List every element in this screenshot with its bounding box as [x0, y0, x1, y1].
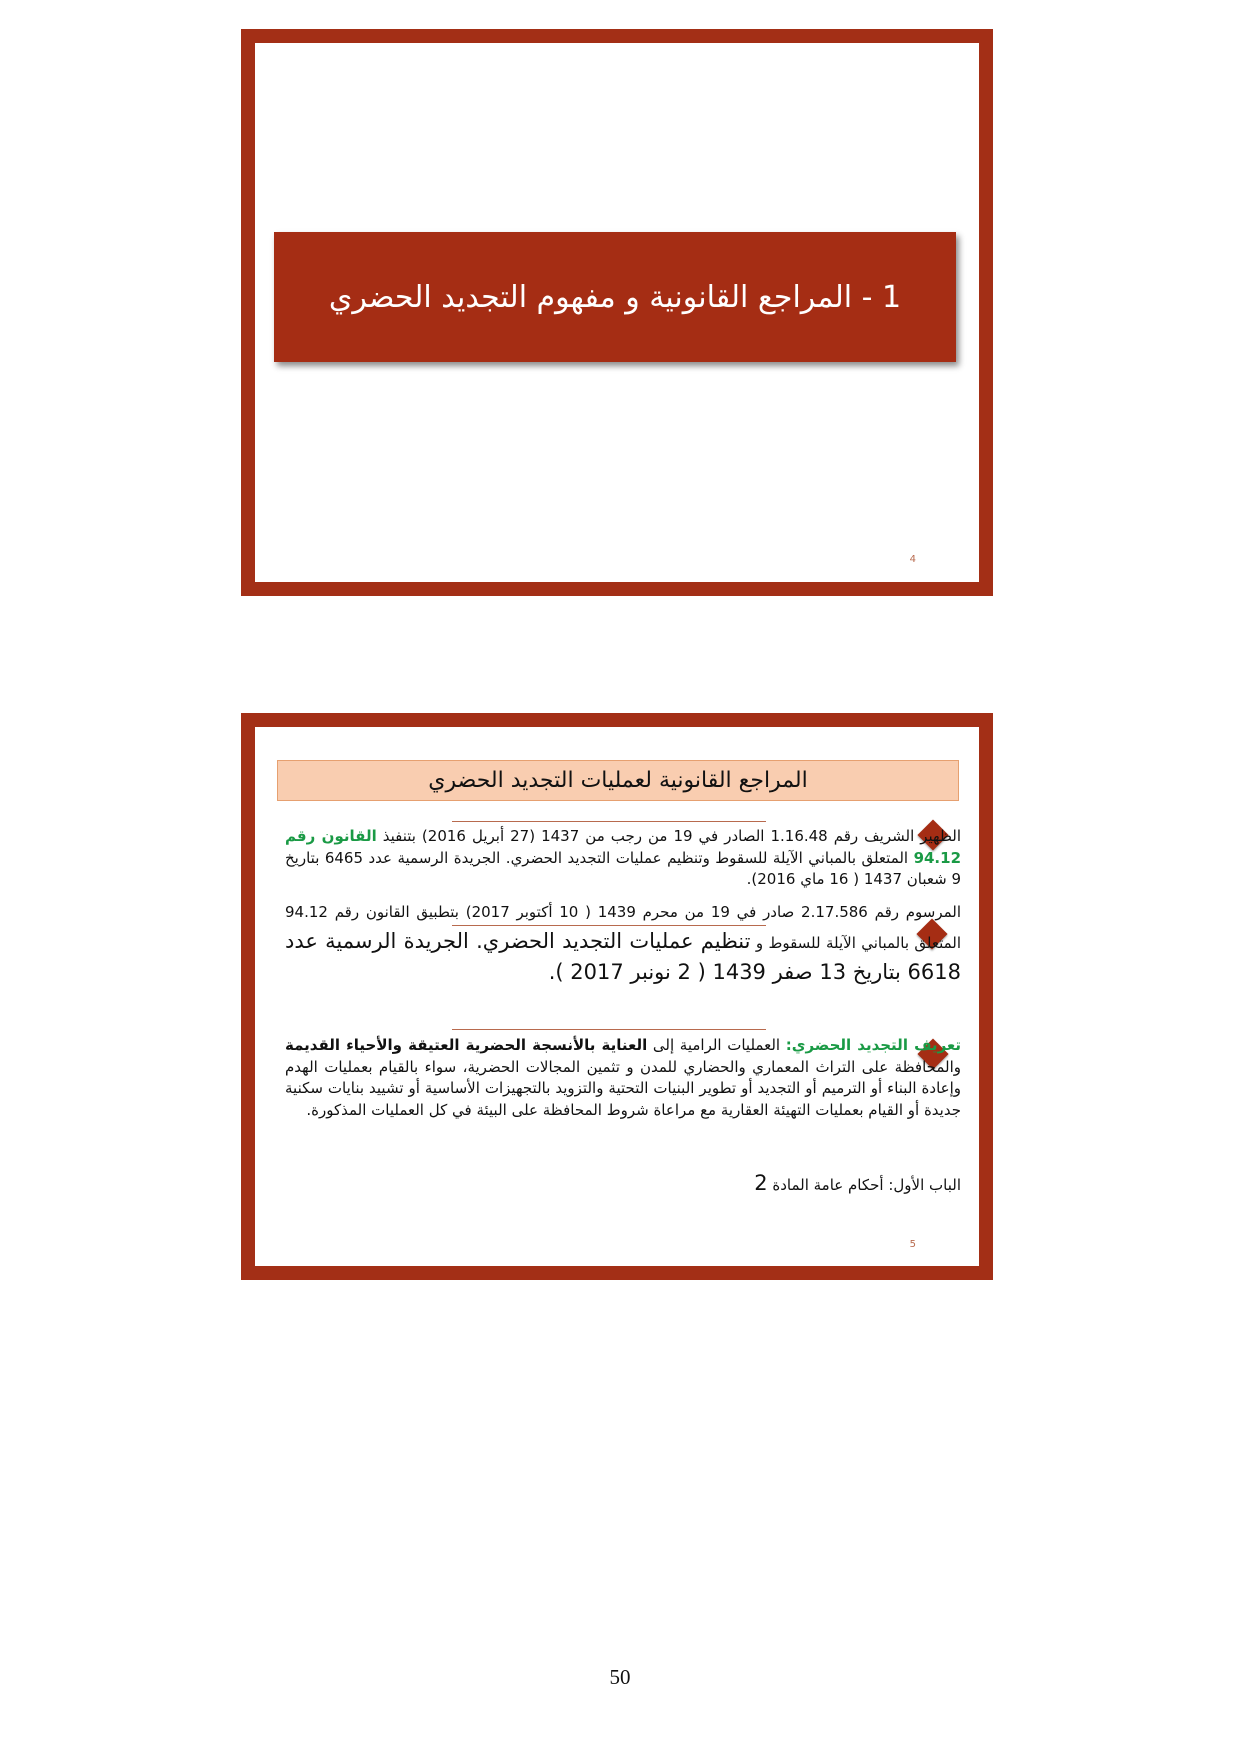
page-number: 50 [609, 1665, 631, 1689]
urban-renewal-definition: تعريف التجديد الحضري: العمليات الرامية إلى العناية بالأنسجة الحضرية العتيقة والأحياء القديمة والمحافظة على التراث المعماري والحضاري للمدن و تثمين المجالات الحضرية، سواء بالقيام بعمليات الهدم وإعادة البناء أو الترميم أو التجديد أو تطوير البنيات التحتية والتزويد بالتجهيزات الأساسية أو تشييد بنايات سكنية جديدة أو القيام بعمليات التهيئة العقارية مع مراعاة شروط المحافظة على البيئة في كل العمليات المذكورة. [285, 1036, 961, 1119]
slide-number: 5 [909, 1239, 916, 1250]
legal-reference-1: الظهير الشريف رقم 1.16.48 الصادر في 19 من رجب من 1437 (27 أبريل 2016) بتنفيذ القانون رقم 94.12 المتعلق بالمباني الآيلة للسقوط وتنظيم عمليات التجديد الحضري. الجريدة الرسمية عدد 6465 بتاريخ 9 شعبان 1437 ( 16 ماي 2016). [285, 827, 962, 888]
slide-number: 4 [909, 554, 916, 565]
slide-4 [241, 29, 993, 596]
legal-reference-2: المرسوم رقم 2.17.586 صادر في 19 من محرم 1439 ( 10 أكتوبر 2017) بتطبيق القانون رقم 94.12 المتعلق بالمباني الآيلة للسقوط و تنظيم عمليات التجديد الحضري. الجريدة الرسمية عدد 6618 بتاريخ 13 صفر 1439 ( 2 نونبر 2017 ). [285, 903, 962, 984]
slide-title-banner [274, 232, 956, 362]
decorative-line [452, 1029, 766, 1030]
slide-5 [241, 713, 993, 1280]
slide-heading-text: المراجع القانونية لعمليات التجديد الحضري [428, 768, 808, 793]
section-reference: الباب الأول: أحكام عامة المادة 2 [754, 1171, 961, 1195]
slide-heading [277, 760, 959, 801]
decorative-line [452, 821, 766, 822]
law-number: القانون رقم 94.12 [285, 827, 962, 867]
definition-label: تعريف التجديد الحضري: [785, 1036, 961, 1054]
slide-title: 1 - المراجع القانونية و مفهوم التجديد الحضري [328, 279, 902, 315]
